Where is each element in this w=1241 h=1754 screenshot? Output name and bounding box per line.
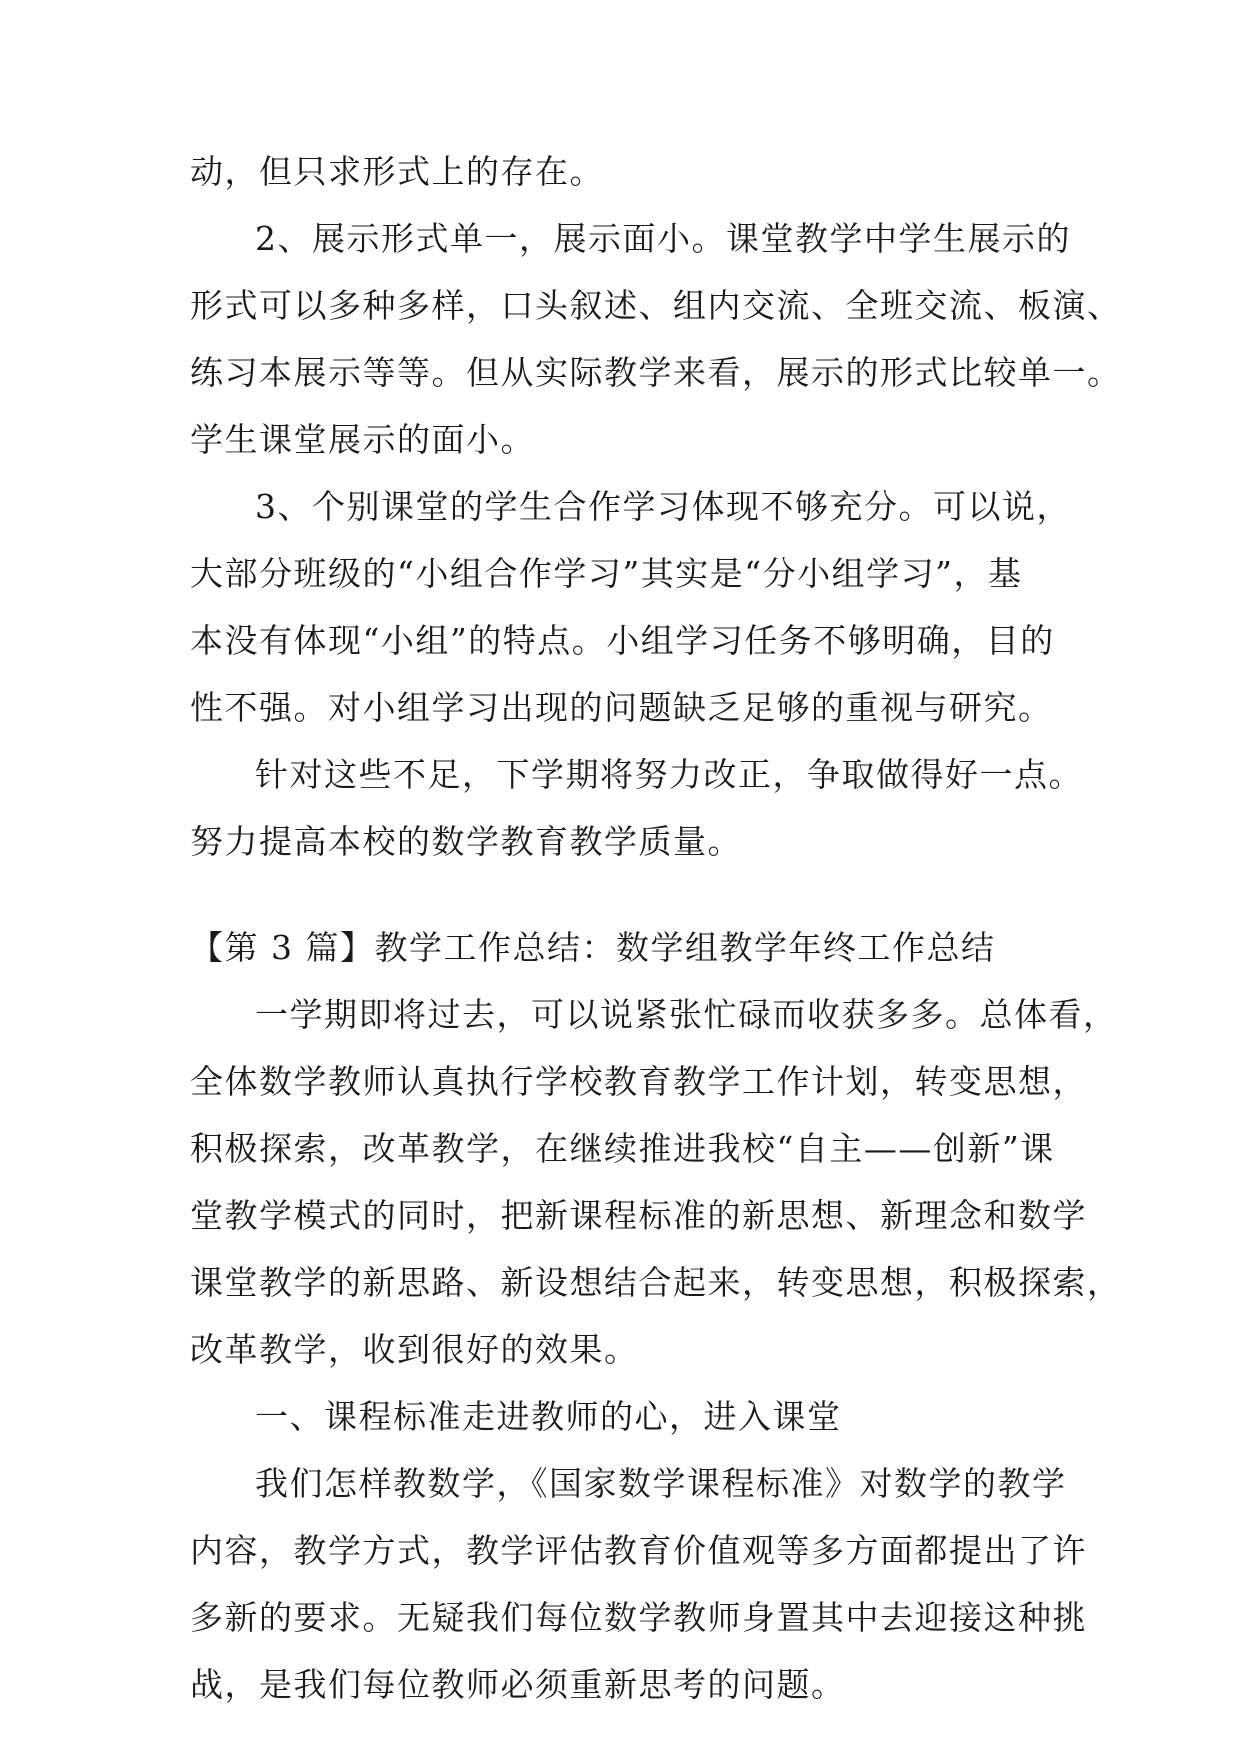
text-line: 本没有体现“小组”的特点。小组学习任务不够明确，目的	[190, 621, 1055, 660]
text-line: 积极探索，改革教学，在继续推进我校“自主——创新”课	[190, 1129, 1055, 1168]
text-line: 练习本展示等等。但从实际教学来看，展示的形式比较单一。	[190, 353, 1122, 392]
text-line: 我们怎样教数学，《国家数学课程标准》对数学的教学	[255, 1464, 1067, 1503]
text-line: 学生课堂展示的面小。	[190, 420, 535, 459]
text-line: 针对这些不足，下学期将努力改正，争取做得好一点。	[255, 755, 1083, 794]
text-line: 努力提高本校的数学教育教学质量。	[190, 822, 742, 861]
text-line: 3、个别课堂的学生合作学习体现不够充分。可以说，	[255, 487, 1071, 526]
text-line: 多新的要求。无疑我们每位数学教师身置其中去迎接这种挑	[190, 1598, 1087, 1637]
text-line: 战，是我们每位教师必须重新思考的问题。	[190, 1665, 846, 1704]
text-line: 改革教学，收到很好的效果。	[190, 1330, 639, 1369]
text-line: 性不强。对小组学习出现的问题缺乏足够的重视与研究。	[190, 688, 1053, 727]
section-heading: 【第 3 篇】教学工作总结：数学组教学年终工作总结	[190, 928, 996, 967]
text-line: 堂教学模式的同时，把新课程标准的新思想、新理念和数学	[190, 1196, 1087, 1235]
text-line: 动，但只求形式上的存在。	[190, 152, 604, 191]
text-line: 2、展示形式单一，展示面小。课堂教学中学生展示的	[255, 219, 1071, 258]
text-line: 内容，教学方式，教学评估教育价值观等多方面都提出了许	[190, 1531, 1087, 1570]
text-line: 全体数学教师认真执行学校教育教学工作计划，转变思想，	[190, 1062, 1087, 1101]
text-line: 形式可以多种多样，口头叙述、组内交流、全班交流、板演、	[190, 286, 1122, 325]
text-line: 一学期即将过去，可以说紧张忙碌而收获多多。总体看，	[255, 995, 1118, 1034]
text-line: 大部分班级的“小组合作学习”其实是“分小组学习”，基	[190, 554, 1023, 593]
text-line: 课堂教学的新思路、新设想结合起来，转变思想，积极探索，	[190, 1263, 1122, 1302]
subsection-heading: 一、课程标准走进教师的心，进入课堂	[255, 1397, 842, 1436]
